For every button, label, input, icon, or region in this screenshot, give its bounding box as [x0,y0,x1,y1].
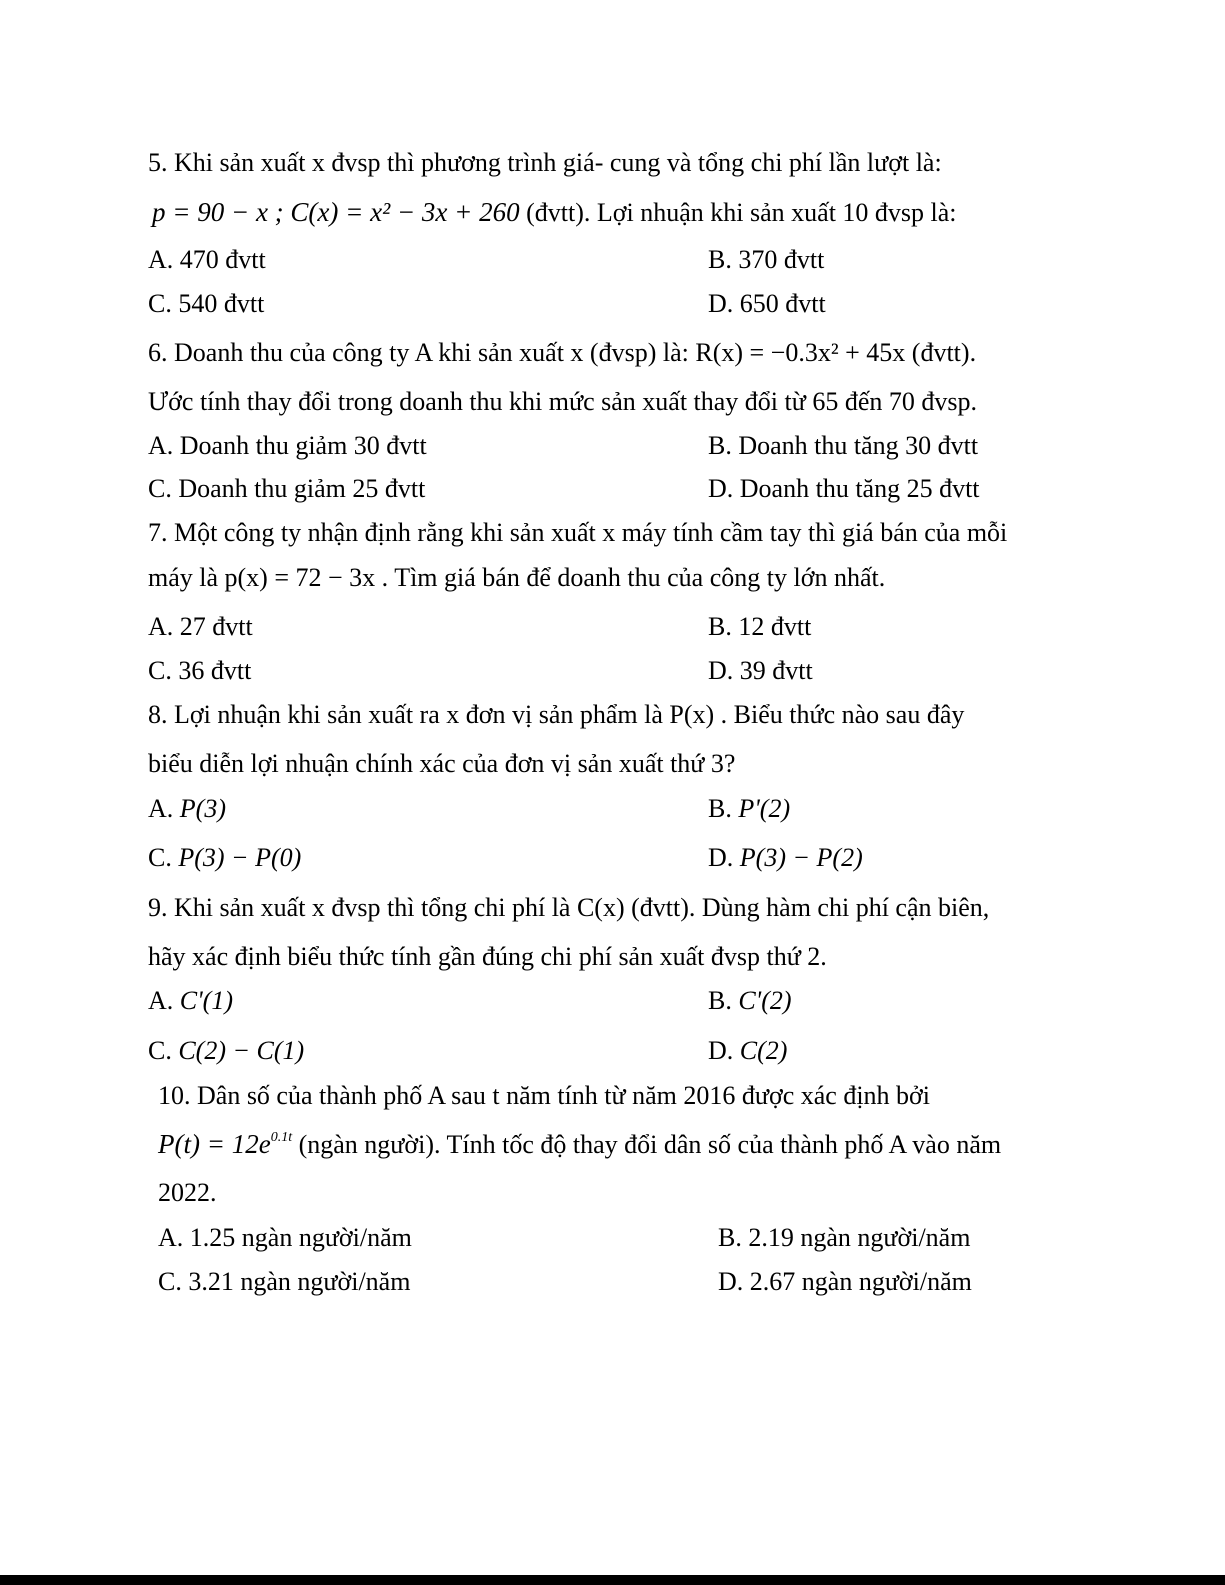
option-label: C. [148,1036,172,1065]
stem-text: Lợi nhuận khi sản xuất ra x đơn vị sản phẩm là P(x) . Biểu thức nào sau đây [174,700,965,729]
formula-exponent: 0.1t [270,1130,293,1145]
option-label: C. [148,289,172,318]
question-10-stem-line3 [158,1178,217,1208]
option-text: C(2) [739,1036,788,1065]
option-label: A. [148,794,174,823]
option-label: D. [708,474,734,503]
option-d[interactable] [708,474,980,504]
formula: p = 90 − x ; C(x) = x² − 3x + 260 [152,197,520,227]
question-10-stem-line1 [158,1081,930,1111]
stem-text: (ngàn người). Tính tốc độ thay đổi dân số của thành phố A vào năm [298,1130,1002,1159]
option-b[interactable] [708,245,824,275]
question-number: 7. [148,518,168,547]
option-label: B. [718,1223,742,1252]
option-text: 650 đvtt [739,289,826,318]
option-b[interactable] [708,431,978,461]
question-6-stem-line1 [148,338,976,368]
option-d[interactable] [708,1036,787,1066]
option-text: 2.19 ngàn người/năm [748,1223,971,1252]
option-c[interactable] [148,656,251,686]
question-7-stem-line1 [148,518,1007,548]
option-label: C. [158,1267,182,1296]
option-label: A. [148,986,174,1015]
question-8-stem-line2 [148,749,735,779]
stem-text: máy là p(x) = 72 − 3x . Tìm giá bán để doanh thu của công ty lớn nhất. [148,563,886,592]
option-label: A. [148,431,174,460]
option-label: C. [148,656,172,685]
option-label: B. [708,245,732,274]
question-7-stem-line2 [148,563,885,593]
option-c[interactable] [148,474,425,504]
stem-text: biểu diễn lợi nhuận chính xác của đơn vị sản xuất thứ 3? [148,749,736,778]
question-5-stem-line1 [148,148,942,178]
option-text: P(3) − P(0) [178,843,302,872]
option-label: B. [708,612,732,641]
question-number: 8. [148,700,168,729]
option-a[interactable] [148,245,266,275]
question-5-stem-line2 [152,197,957,228]
option-label: B. [708,794,732,823]
option-label: D. [708,1036,734,1065]
stem-text: Doanh thu của công ty A khi sản xuất x (đvsp) là: R(x) = −0.3x² + 45x (đvtt). [174,338,977,367]
stem-text: Một công ty nhận định rằng khi sản xuất x máy tính cầm tay thì giá bán của mỗi [174,518,1008,547]
option-label: D. [708,289,734,318]
option-text: Doanh thu tăng 25 đvtt [739,474,980,503]
option-a[interactable] [148,986,233,1016]
option-c[interactable] [148,843,301,873]
question-9-stem-line2 [148,942,827,972]
page-bottom-border [0,1575,1225,1585]
question-9-stem-line1 [148,893,989,923]
option-b[interactable] [708,986,792,1016]
option-text: 470 đvtt [179,245,266,274]
option-c[interactable] [148,1036,304,1066]
option-a[interactable] [148,431,427,461]
option-d[interactable] [708,289,826,319]
option-text: C'(1) [179,986,233,1015]
option-d[interactable] [718,1267,972,1297]
stem-text: Khi sản xuất x đvsp thì tổng chi phí là C(x) (đvtt). Dùng hàm chi phí cận biên, [174,893,990,922]
question-number: 6. [148,338,168,367]
question-8-stem-line1 [148,700,964,730]
option-b[interactable] [708,612,811,642]
option-label: D. [708,843,734,872]
option-label: A. [148,245,174,274]
option-text: 540 đvtt [178,289,265,318]
option-c[interactable] [158,1267,410,1297]
option-text: P(3) [179,794,226,823]
option-label: A. [148,612,174,641]
option-text: Doanh thu tăng 30 đvtt [738,431,979,460]
stem-text: hãy xác định biểu thức tính gần đúng chi phí sản xuất đvsp thứ 2. [148,942,827,971]
option-text: 370 đvtt [738,245,825,274]
option-label: C. [148,843,172,872]
option-text: 1.25 ngàn người/năm [189,1223,412,1252]
option-a[interactable] [148,612,253,642]
option-b[interactable] [718,1223,970,1253]
question-10-stem-line2 [158,1129,1001,1160]
question-6-stem-line2 [148,387,977,417]
option-label: D. [718,1267,744,1296]
question-number: 10. [158,1081,191,1110]
stem-text: 2022. [158,1178,217,1207]
formula: P(t) = 12e [158,1129,271,1159]
option-d[interactable] [708,656,813,686]
option-a[interactable] [158,1223,412,1253]
option-text: C(2) − C(1) [178,1036,305,1065]
option-text: P(3) − P(2) [739,843,863,872]
option-text: Doanh thu giảm 25 đvtt [178,474,426,503]
stem-text: (đvtt). Lợi nhuận khi sản xuất 10 đvsp là: [526,198,957,227]
option-label: D. [708,656,734,685]
option-text: 12 đvtt [738,612,812,641]
option-c[interactable] [148,289,264,319]
option-label: C. [148,474,172,503]
option-label: B. [708,431,732,460]
option-a[interactable] [148,794,226,824]
question-number: 5. [148,148,168,177]
option-label: A. [158,1223,184,1252]
option-text: 39 đvtt [739,656,813,685]
option-text: 36 đvtt [178,656,252,685]
option-text: P'(2) [738,794,791,823]
stem-text: Ước tính thay đổi trong doanh thu khi mức sản xuất thay đổi từ 65 đến 70 đvsp. [148,387,978,416]
question-number: 9. [148,893,168,922]
option-text: 27 đvtt [179,612,253,641]
option-b[interactable] [708,794,790,824]
stem-text: Dân số của thành phố A sau t năm tính từ năm 2016 được xác định bởi [197,1081,931,1110]
option-label: B. [708,986,732,1015]
option-text: C'(2) [738,986,792,1015]
option-d[interactable] [708,843,863,873]
option-text: Doanh thu giảm 30 đvtt [179,431,427,460]
option-text: 3.21 ngàn người/năm [188,1267,411,1296]
option-text: 2.67 ngàn người/năm [749,1267,972,1296]
stem-text: Khi sản xuất x đvsp thì phương trình giá- cung và tổng chi phí lần lượt là: [174,148,942,177]
